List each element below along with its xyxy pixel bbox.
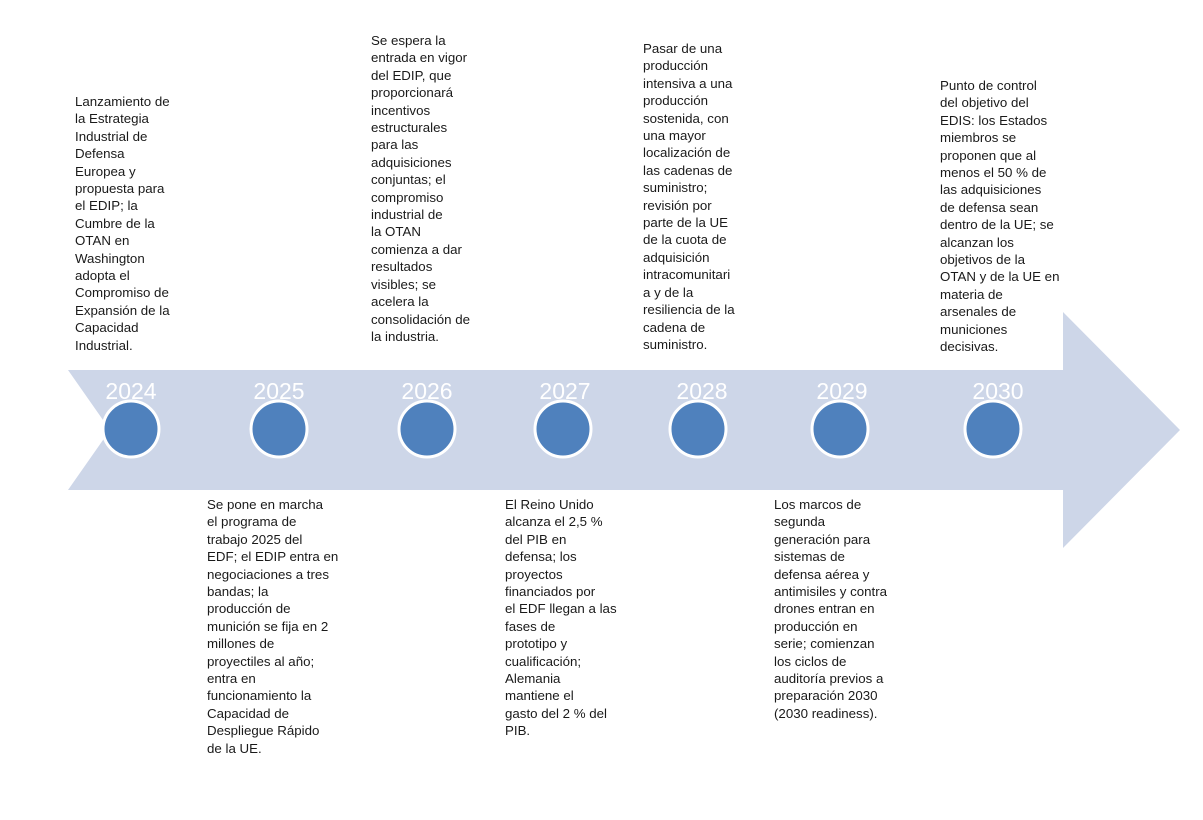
year-label-2030: 2030 [972,378,1024,404]
milestone-dot-2027 [535,401,591,457]
year-label-2026: 2026 [401,378,453,404]
year-label-2027: 2027 [539,378,591,404]
milestone-dot-2025 [251,401,307,457]
milestone-dot-2026 [399,401,455,457]
year-label-2025: 2025 [253,378,305,404]
event-text-2024: Lanzamiento de la Estrategia Industrial de Defensa Europea y propuesta para el EDIP; la Cumbre de la OTAN en Washington adopta el Compromiso de Expansión de la Capacidad Industrial. [75,94,170,353]
event-text-2028: Pasar de una producción intensiva a una producción sostenida, con una mayor localización de las cadenas de suministro; revisión por parte de la UE de la cuota de adquisición intracomunitari a y de la resiliencia de la cadena de suministro. [643,41,735,352]
year-label-2028: 2028 [676,378,728,404]
milestone-dot-2030 [965,401,1021,457]
event-text-2026: Se espera la entrada en vigor del EDIP, que proporcionará incentivos estructurales para las adquisiciones conjuntas; el compromiso industrial de la OTAN comienza a dar resultados visibles; se acelera la consolidación de la industria. [371,33,471,344]
year-label-2029: 2029 [816,378,868,404]
milestone-dot-2029 [812,401,868,457]
milestone-dot-2028 [670,401,726,457]
event-text-2029: Los marcos de segunda generación para sistemas de defensa aérea y antimisiles y contra drones entran en producción en serie; comienzan los ciclos de auditoría previos a preparación 2030 (2030 readiness). [774,497,888,721]
event-text-2030: Punto de control del objetivo del EDIS: los Estados miembros se proponen que al menos el 50 % de las adquisiciones de defensa sean dentro de la UE; se alcanzan los objetivos de la OTAN y de la UE en materia de arsenales de municiones decisivas. [940,78,1060,355]
event-text-2027: El Reino Unido alcanza el 2,5 % del PIB en defensa; los proyectos financiados por el EDF llegan a las fases de prototipo y cualificación; Alemania mantiene el gasto del 2 % del PIB. [505,497,617,739]
year-label-2024: 2024 [105,378,157,404]
event-text-2025: Se pone en marcha el programa de trabajo 2025 del EDF; el EDIP entra en negociaciones a tres bandas; la producción de munición se fija en 2 millones de proyectiles al año; entra en funcionamiento la Capacidad de Despliegue Rápido de la UE. [207,497,339,756]
milestone-dot-2024 [103,401,159,457]
